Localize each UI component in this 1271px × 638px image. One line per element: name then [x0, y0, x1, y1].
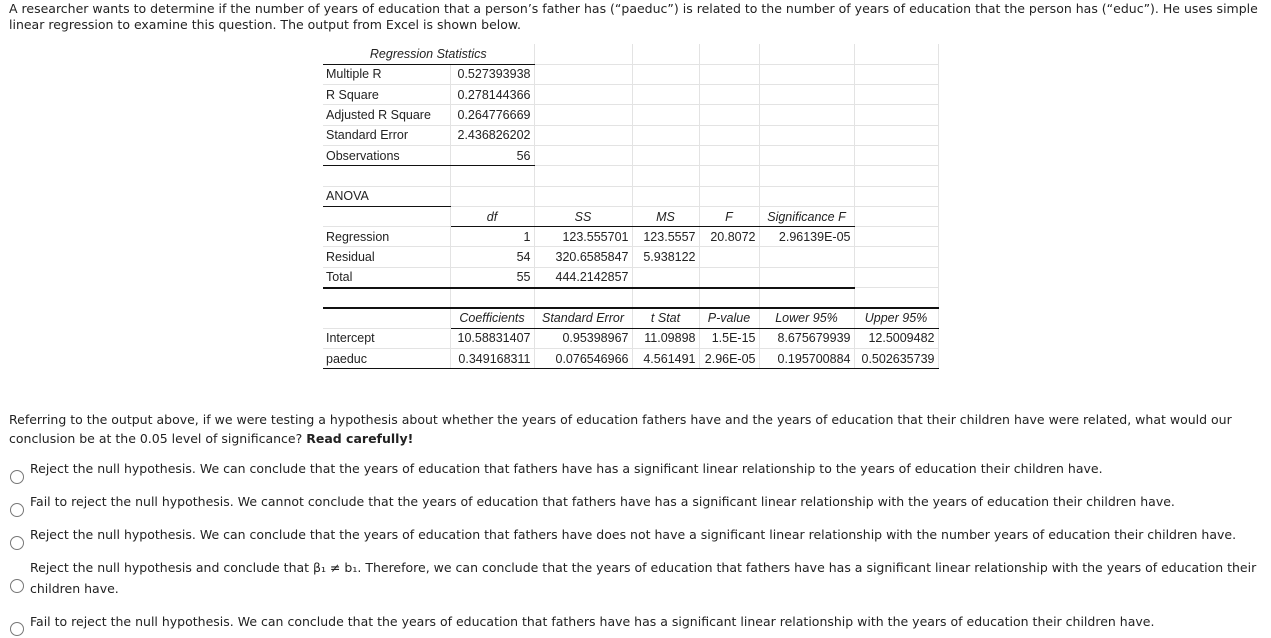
- regstats-header: Regression Statistics: [323, 44, 534, 64]
- anova-f: [699, 247, 759, 267]
- anova-label: Residual: [323, 247, 450, 267]
- anova-title: ANOVA: [323, 186, 450, 206]
- radio-button[interactable]: [10, 503, 24, 517]
- table-row: [323, 227, 938, 247]
- anova-ms: 5.938122: [632, 247, 699, 267]
- anova-f: [699, 267, 759, 287]
- anova-sigf: [759, 247, 854, 267]
- table-row: [323, 206, 938, 226]
- table-row: [323, 247, 938, 267]
- coef-p: 2.96E-05: [699, 348, 759, 368]
- coef-header-t: t Stat: [632, 308, 699, 328]
- anova-sigf: [759, 267, 854, 287]
- anova-df: 1: [450, 227, 534, 247]
- table-row: [323, 64, 938, 84]
- table-row: [323, 125, 938, 145]
- coef-t: 11.09898: [632, 328, 699, 348]
- coef-hi: 0.502635739: [854, 348, 938, 368]
- anova-ss: 123.555701: [534, 227, 632, 247]
- table-row: [323, 308, 938, 328]
- answer-option-text: Reject the null hypothesis and conclude that β₁ ≠ b₁. Therefore, we can conclude that the years of education that fathers have has a significant linear relationship with the years of education their children have.: [30, 560, 1257, 596]
- regstats-value: 56: [450, 145, 534, 165]
- anova-label: Total: [323, 267, 450, 287]
- anova-label: Regression: [323, 227, 450, 247]
- radio-button[interactable]: [10, 622, 24, 636]
- coef-se: 0.076546966: [534, 348, 632, 368]
- answer-option-text: Fail to reject the null hypothesis. We can conclude that the years of education that fathers have has a significant linear relationship with the years of education their children have.: [30, 614, 1155, 629]
- table-row: [323, 145, 938, 165]
- coef-header-hi: Upper 95%: [854, 308, 938, 328]
- answer-option-5[interactable]: [10, 611, 1265, 635]
- excel-output-table: [323, 44, 939, 369]
- coef-se: 0.95398967: [534, 328, 632, 348]
- table-row: [323, 105, 938, 125]
- coef-header-p: P-value: [699, 308, 759, 328]
- table-row: [323, 267, 938, 287]
- regstats-label: Multiple R: [323, 64, 450, 84]
- anova-df: 54: [450, 247, 534, 267]
- answer-option-1[interactable]: [10, 458, 1265, 480]
- regstats-value: 0.527393938: [450, 64, 534, 84]
- anova-header-f: F: [699, 206, 759, 226]
- anova-ss: 444.2142857: [534, 267, 632, 287]
- table-row: [323, 328, 938, 348]
- coef-header-se: Standard Error: [534, 308, 632, 328]
- coef-header-coef: Coefficients: [450, 308, 534, 328]
- table-row: [323, 85, 938, 105]
- answer-option-text: Reject the null hypothesis. We can conclude that the years of education that fathers have has a significant linear relationship to the years of education their children have.: [30, 461, 1103, 476]
- coef-label: Intercept: [323, 328, 450, 348]
- anova-sigf: 2.96139E-05: [759, 227, 854, 247]
- anova-ms: [632, 267, 699, 287]
- anova-header-sigf: Significance F: [759, 206, 854, 226]
- radio-button[interactable]: [10, 579, 24, 593]
- anova-header-ms: MS: [632, 206, 699, 226]
- anova-header-ss: SS: [534, 206, 632, 226]
- radio-button[interactable]: [10, 470, 24, 484]
- regstats-value: 0.278144366: [450, 85, 534, 105]
- question-text: Referring to the output above, if we were testing a hypothesis about whether the years of education fathers have and the years of education that their children have were related, what would our conclusion be at the 0.05 level of significance?: [9, 412, 1232, 446]
- answer-option-text: Fail to reject the null hypothesis. We cannot conclude that the years of education that fathers have has a significant linear relationship with the years of education their children have.: [30, 494, 1175, 509]
- coef-label: paeduc: [323, 348, 450, 368]
- excel-output: [323, 44, 939, 369]
- table-row: [323, 348, 938, 368]
- anova-df: 55: [450, 267, 534, 287]
- answer-option-2[interactable]: [10, 491, 1265, 513]
- anova-ss: 320.6585847: [534, 247, 632, 267]
- regstats-label: Observations: [323, 145, 450, 165]
- regstats-label: R Square: [323, 85, 450, 105]
- anova-f: 20.8072: [699, 227, 759, 247]
- answer-option-4[interactable]: [10, 557, 1265, 601]
- question-emphasis: Read carefully!: [306, 431, 414, 446]
- coef-lo: 8.675679939: [759, 328, 854, 348]
- regstats-label: Standard Error: [323, 125, 450, 145]
- coef-value: 10.58831407: [450, 328, 534, 348]
- coef-value: 0.349168311: [450, 348, 534, 368]
- radio-button[interactable]: [10, 536, 24, 550]
- regstats-value: 2.436826202: [450, 125, 534, 145]
- answer-option-text: Reject the null hypothesis. We can conclude that the years of education that fathers have does not have a significant linear relationship with the number years of education their children have.: [30, 527, 1237, 542]
- regstats-label: Adjusted R Square: [323, 105, 450, 125]
- coef-hi: 12.5009482: [854, 328, 938, 348]
- coef-p: 1.5E-15: [699, 328, 759, 348]
- coef-lo: 0.195700884: [759, 348, 854, 368]
- coef-header-lo: Lower 95%: [759, 308, 854, 328]
- anova-header-df: df: [450, 206, 534, 226]
- anova-ms: 123.5557: [632, 227, 699, 247]
- coef-t: 4.561491: [632, 348, 699, 368]
- answer-option-3[interactable]: [10, 524, 1265, 546]
- regstats-value: 0.264776669: [450, 105, 534, 125]
- problem-intro: A researcher wants to determine if the number of years of education that a person’s father has (“paeduc”) is related to the number of years of education that the person has (“educ”). He uses simple linear regression to examine this question. The output from Excel is shown below.: [9, 1, 1258, 32]
- question-prompt: [9, 410, 1264, 448]
